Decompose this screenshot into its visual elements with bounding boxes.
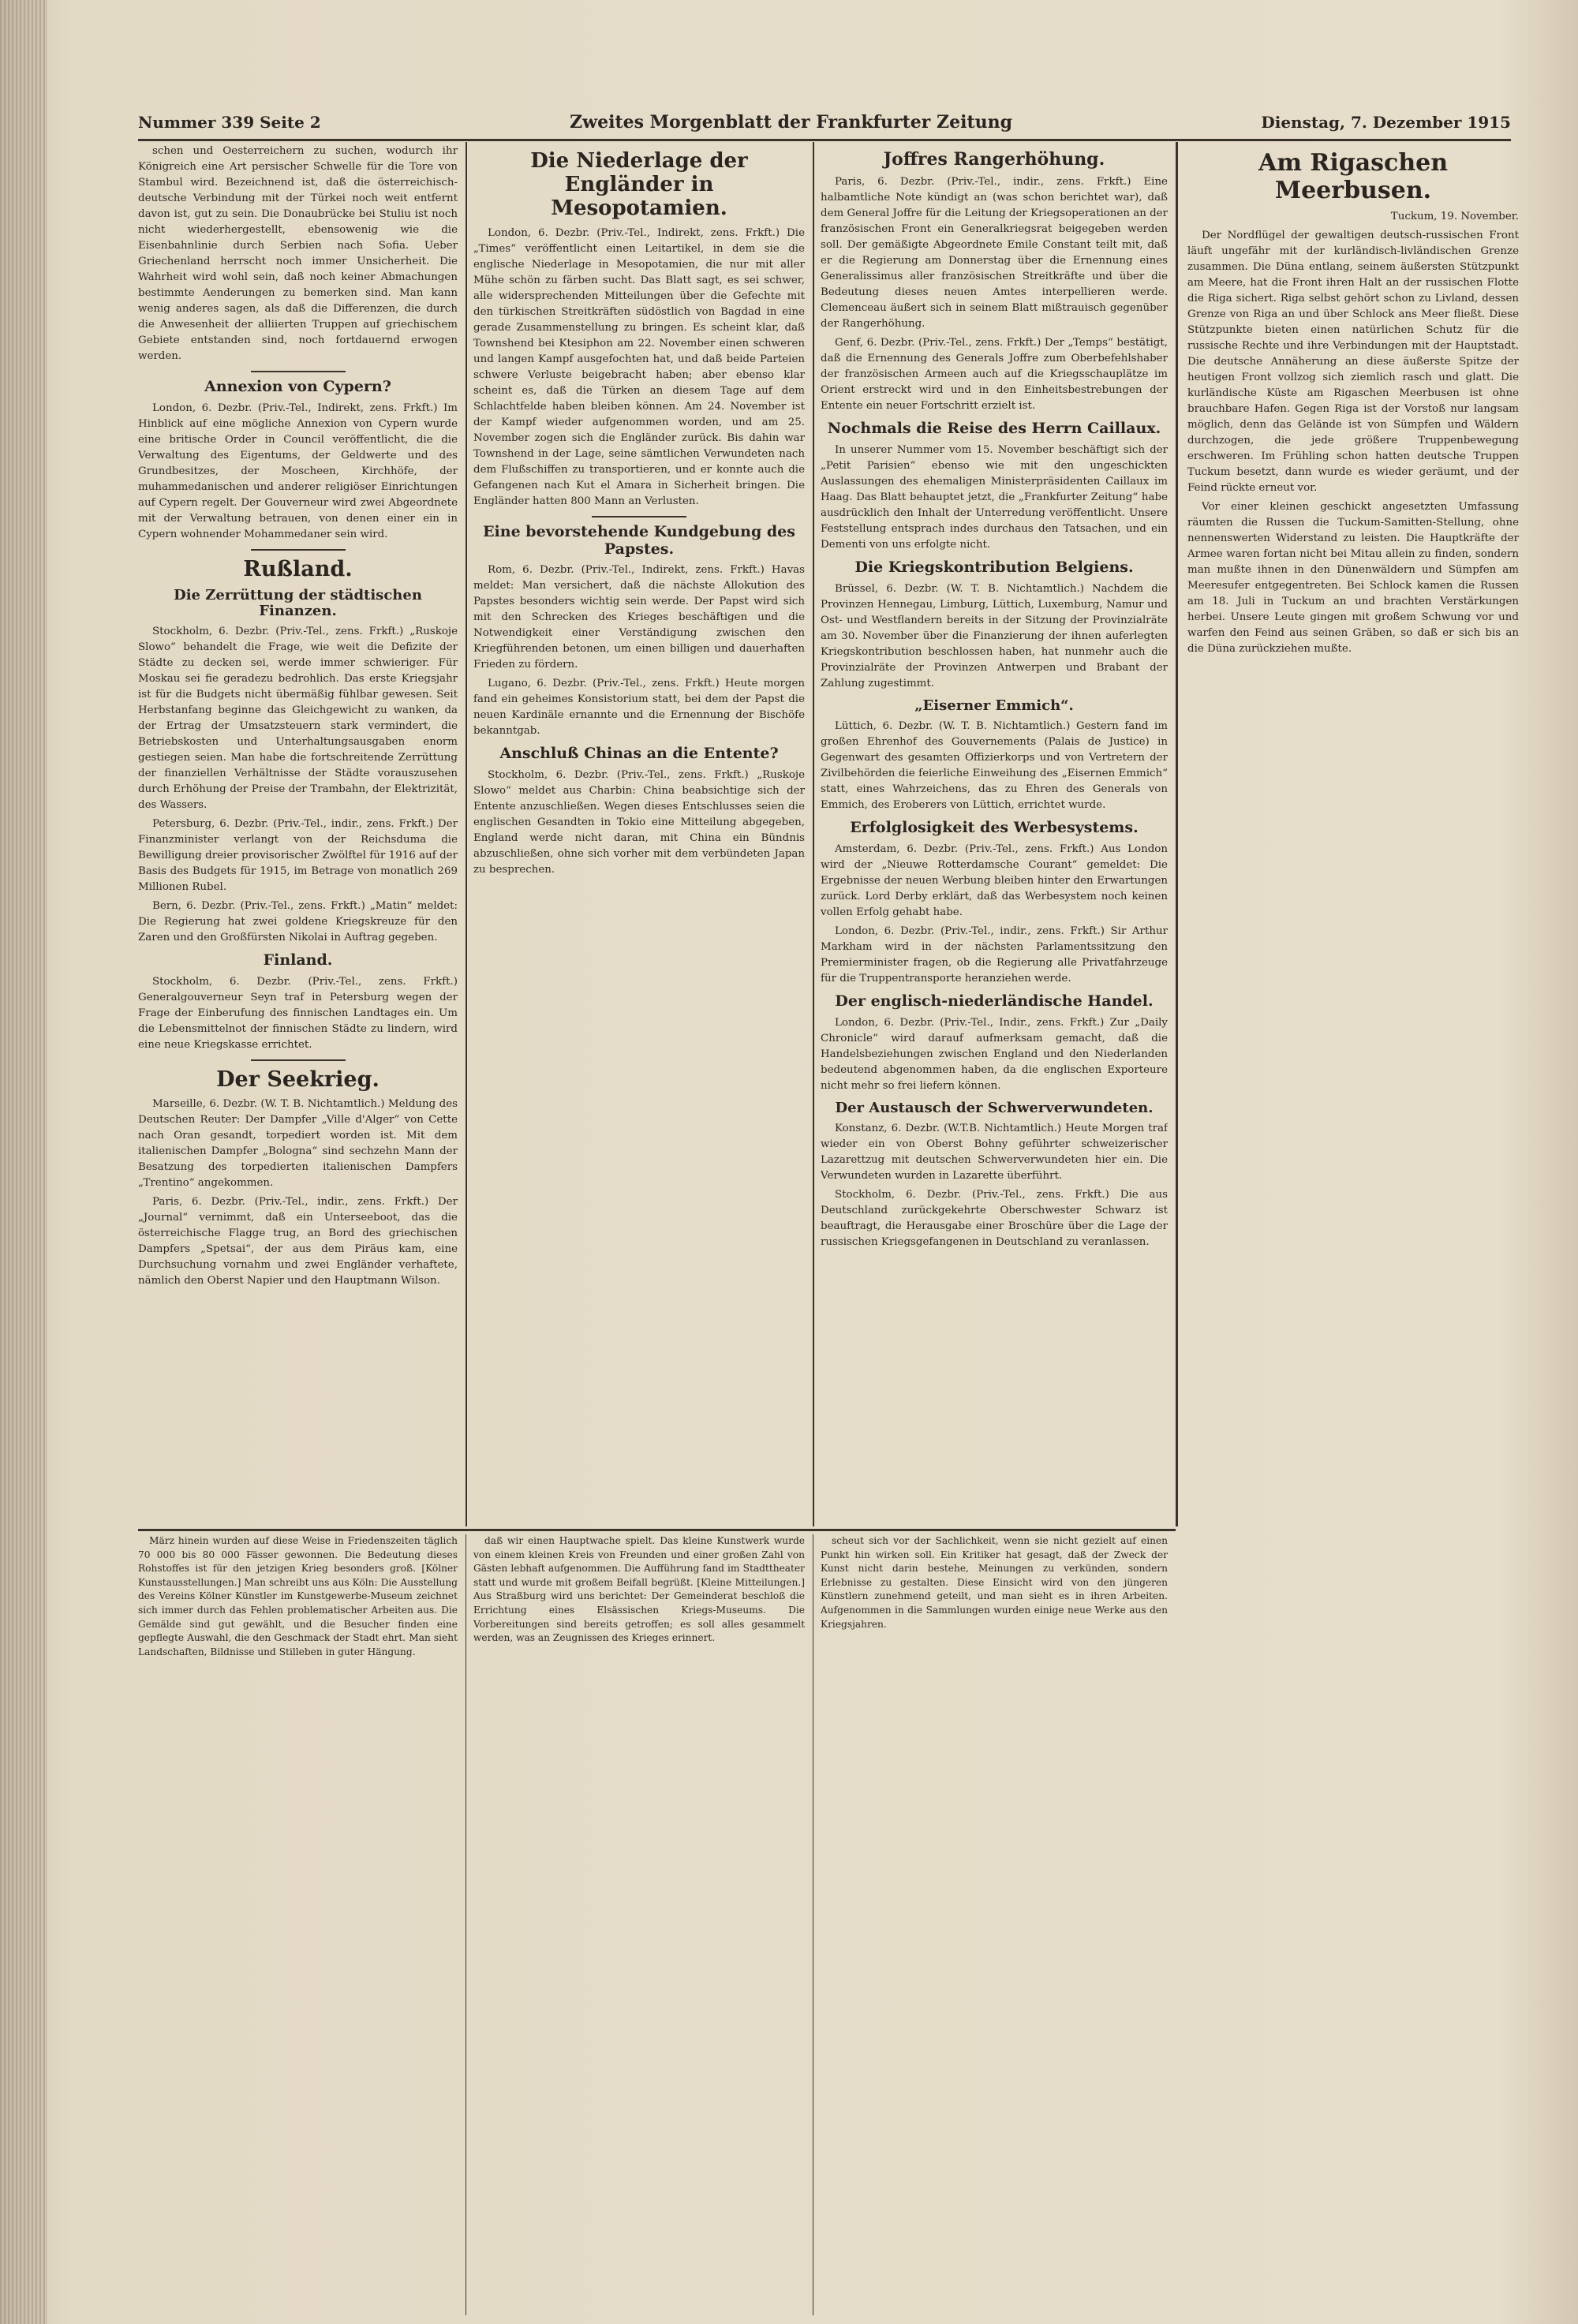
article-text: Der Nordflügel der gewaltigen deutsch-russischen Front läuft ungefähr mit der kurländisch-livländischen Grenze zusammen. Die Düna entlang, seinem äußersten Stützpunkt am Meere, hat die Front ihren Halt an der russischen Flotte die Riga sichert. Riga selbst gehört schon zu Livland, dessen Grenze von Riga an und über Schlock ans Meer fließt. Diese Stützpunkte bieten einen natürlichen Schutz für die russische Rechte und ihre Verbindungen mit der Hauptstadt. Die deutsche Annäherung an diese äußerste Spitze der heutigen Front vollzog sich ziemlich rasch und glatt. Die kurländische Küste am Rigaschen Meerbusen ist ohne brauchbare Hafen. Gegen Riga ist der Vorstoß nur langsam möglich, denn das Gelände ist von Sümpfen und Wäldern durchzogen, die jede größere Truppenbewegung erschweren. Im Frühling schon hatten deutsche Truppen Tuckum besetzt, dann wurde es wieder geräumt, und der Feind rückte erneut vor. bbox=[1187, 230, 1519, 494]
article-text: In unserer Nummer vom 15. November beschäftigt sich der „Petit Parisien“ ebenso wie mit den ungeschickten Auslassungen des ehemaligen Ministerpräsidenten Caillaux im Haag. Das Blatt behauptet jetzt, die „Frankfurter Zeitung“ habe ausdrücklich den Inhalt der Unterredung veröffentlicht. Unsere Feststellung entsprach indes durchaus den Tatsachen, und ein Dementi von uns erfolgte nicht. bbox=[821, 444, 1168, 551]
divider bbox=[251, 1059, 346, 1061]
headline-rigaschen-meerbusen: Am Rigaschen Meerbusen. bbox=[1258, 149, 1449, 204]
heading-belgien: Die Kriegskontribution Belgiens. bbox=[854, 559, 1134, 577]
column-1 bbox=[138, 144, 458, 1523]
article-text: Stockholm, 6. Dezbr. (Priv.-Tel., zens. Frkft.) „Ruskoje Slowo“ meldet aus Charbin: China beabsichtige sich der Entente anzuschließen. Wegen dieses Entschlusses seien die englischen Gesandten in Tokio eine Mitteilung abgegeben, England werde nicht daran, mit China ein Bündnis abzuschließen, ohne sich vorher mit dem verbündeten Japan zu besprechen. bbox=[473, 769, 805, 876]
article-text: Stockholm, 6. Dezbr. (Priv.-Tel., zens. Frkft.) Die aus Deutschland zurückgekehrte Oberschwester Schwarz ist beauftragt, die Herausgabe einer Broschüre über die Lage der russischen Kriegsgefangenen in Deutschland zu veranlassen. bbox=[821, 1188, 1168, 1248]
article-text: Lüttich, 6. Dezbr. (W. T. B. Nichtamtlich.) Gestern fand im großen Ehrenhof des Gouvernements (Palais de Justice) in Gegenwart des gesamten Offizierkorps und von Vertretern der Zivilbehörden die feierliche Einweihung des „Eisernen Emmich“ statt, eines Wahrzeichens, das zu Ehren des Generals von Emmich, des Eroberers von Lüttich, errichtet wurde. bbox=[821, 719, 1168, 811]
heading-caillaux: Nochmals die Reise des Herrn Caillaux. bbox=[827, 420, 1161, 438]
heading-joffre: Joffres Rangerhöhung. bbox=[883, 149, 1105, 170]
article-text: Genf, 6. Dezbr. (Priv.-Tel., zens. Frkft.) Der „Temps“ bestätigt, daß die Ernennung des Generals Joffre zum Oberbefehlshaber der französischen Armeen auch auf die Kriegsschauplätze im Orient erstreckt wird und in den Einheitsbestrebungen der Entente ein neuer Fortschritt erzielt ist. bbox=[821, 337, 1168, 413]
article-text: London, 6. Dezbr. (Priv.-Tel., Indirekt, zens. Frkft.) Die „Times“ veröffentlicht einen Leitartikel, in dem sie die englische Niederlage in Mesopotamien, die nur mit aller Mühe schön zu färben sucht. Das Blatt sagt, es sei schwer, alle widersprechenden Mitteilungen über die Gefechte mit den türkischen Streitkräften südöstlich von Bagdad in eine gerade Zusammenstellung zu bringen. Es scheint klar, daß Townshend bei Ktesiphon am 22. November einen schweren und langen Kampf ausgefochten hat, und daß beide Parteien schwere Verluste beigebracht haben; aber ebenso klar scheint es, daß die Türken an diesem Tage auf dem Schlachtfelde haben bleiben können. Am 24. November ist der Kampf wieder aufgenommen worden, und am 25. November zogen sich die Engländer zurück. Bis dahin war Townshend in der Lage, seine sämtlichen Verwundeten nach dem Flußschiffen zu transportieren, und er konnte auch die Gefangenen nach Kut el Amara in Sicherheit bringen. Die Engländer hatten 800 Mann an Verlusten. bbox=[473, 226, 805, 507]
divider bbox=[592, 516, 686, 517]
feuilleton-text: daß wir einen Hauptwache spielt. Das kleine Kunstwerk wurde von einem kleinen Kreis von Freunden und einer großen Zahl von Gästen lebhaft aufgenommen. Die Aufführung fand im Stadttheater statt und wurde mit großem Beifall begrüßt. [Kleine Mitteilungen.] Aus Straßburg wird uns berichtet: Der Gemeinderat beschloß die Errichtung eines Elsässischen Kriegs-Museums. Die Vorbereitungen sind bereits getroffen; es soll alles gesammelt werden, was an Zeugnissen des Krieges erinnert. bbox=[473, 1535, 805, 1644]
column-2 bbox=[473, 144, 805, 1523]
heading-handel: Der englisch-niederländische Handel. bbox=[835, 992, 1154, 1010]
article-text: Stockholm, 6. Dezbr. (Priv.-Tel., zens. Frkft.) Generalgouverneur Seyn traf in Petersburg wegen der Frage der Einberufung des finnischen Landtages ein. Um die Lebensmittelnot der finnischen Städte zu lindern, wird eine neue Kriegskasse errichtet. bbox=[138, 975, 458, 1051]
article-text: Rom, 6. Dezbr. (Priv.-Tel., Indirekt, zens. Frkft.) Havas meldet: Man versichert, daß die nächste Allokution des Papstes besonders wichtig sein werde. Der Papst wird sich mit den Schrecken des Krieges beschäftigen und die Notwendigkeit einer Verständigung zwischen den Kriegführenden betonen, um einen billigen und dauerhaften Frieden zu fördern. bbox=[473, 564, 805, 671]
column-3 bbox=[821, 144, 1168, 1523]
article-text: Petersburg, 6. Dezbr. (Priv.-Tel., indir., zens. Frkft.) Der Finanzminister verlangt von der Reichsduma die Bewilligung dreier provisorischer Zwölftel für 1916 auf der Basis des Budgets für 1915, im Betrage von monatlich 269 Millionen Rubel. bbox=[138, 817, 458, 893]
article-text: Brüssel, 6. Dezbr. (W. T. B. Nichtamtlich.) Nachdem die Provinzen Hennegau, Limburg, Lüttich, Luxemburg, Namur und Ost- und Westflandern bereits in der Sitzung der Provinzialräte am 30. November über die Finanzierung der ihnen auferlegten Kriegskontribution beschlossen haben, hat nunmehr auch die Provinzialräte der Provinzen Antwerpen und Brabant der Zahlung zugestimmt. bbox=[821, 582, 1168, 689]
article-text: Marseille, 6. Dezbr. (W. T. B. Nichtamtlich.) Meldung des Deutschen Reuter: Der Dampfer „Ville d'Alger“ von Cette nach Oran gesandt, torpediert worden ist. Mit dem italienischen Dampfer „Bologna“ sind sechzehn Mann der Besatzung des torpedierten italienischen Dampfers „Trentino“ angekommen. bbox=[138, 1097, 458, 1189]
heading-werbesystem: Erfolglosigkeit des Werbesystems. bbox=[850, 818, 1139, 836]
section-heading-seekrieg: Der Seekrieg. bbox=[216, 1067, 380, 1092]
feuilleton-column-3 bbox=[821, 1534, 1168, 2315]
heading-cypern: Annexion von Cypern? bbox=[204, 378, 391, 395]
heading-austausch: Der Austausch der Schwerverwundeten. bbox=[835, 1099, 1154, 1116]
article-text: Konstanz, 6. Dezbr. (W.T.B. Nichtamtlich.) Heute Morgen traf wieder ein von Oberst Bohny geführter schweizerischer Lazarettzug mit deutschen Schwerverwundeten hier ein. Die Verwundeten wurden in Lazarette überführt. bbox=[821, 1122, 1168, 1182]
article-text: London, 6. Dezbr. (Priv.-Tel., indir., zens. Frkft.) Sir Arthur Markham wird in der nächsten Parlamentssitzung den Premierminister fragen, ob die Regierung alle Privatfahrzeuge für die Truppentransporte heranziehen werde. bbox=[821, 925, 1168, 985]
column-4 bbox=[1187, 144, 1519, 2313]
article-text: Amsterdam, 6. Dezbr. (Priv.-Tel., zens. Frkft.) Aus London wird der „Nieuwe Rotterdamsche Courant“ gemeldet: Die Ergebnisse der neuen Werbung bleiben hinter den Erwartungen zurück. Lord Derby erklärt, daß das Werbesystem noch keinen vollen Erfolg gehabt habe. bbox=[821, 843, 1168, 918]
header-newspaper-name: Zweites Morgenblatt der Frankfurter Zeitung bbox=[570, 112, 1012, 133]
article-text: Paris, 6. Dezbr. (Priv.-Tel., indir., zens. Frkft.) Der „Journal“ vernimmt, daß ein Unterseeboot, das die österreichische Flagge trug, an Bord des griechischen Dampfers „Spetsai“, der aus dem Piräus kam, eine Durchsuchung vornahm und zwei Engländer verhaftete, nämlich den Oberst Napier und den Hauptmann Wilson. bbox=[138, 1195, 458, 1287]
section-heading-russland: Rußland. bbox=[243, 556, 353, 581]
column-divider-1 bbox=[466, 142, 467, 1526]
heading-emmich: „Eiserner Emmich“. bbox=[914, 697, 1074, 714]
article-text: Vor einer kleinen geschickt angesetzten Umfassung räumten die Russen die Tuckum-Samitten-Stellung, ohne nennenswerten Widerstand zu leisten. Die Hauptkräfte der Armee waren fortan nicht bei Mitau allein zu finden, sondern man mußte ihnen in den Dünenwäldern und Sümpfen am Meeresufer entgegentreten. Bei Schlock kamen die Russen am 18. Juli in Tuckum an und brachten Verstärkungen herbei. Unsere Leute gingen mit großem Schwung vor und warfen den Feind aus seinen Gräben, so daß er sich bis an die Düna zurückziehen mußte. bbox=[1187, 501, 1519, 655]
article-text: Paris, 6. Dezbr. (Priv.-Tel., indir., zens. Frkft.) Eine halbamtliche Note kündigt an (was schon berichtet war), daß dem General Joffre für die Leitung der Kriegsoperationen an der französischen Front ein Generalkriegsrat beigegeben werden soll. Der gemäßigte Abgeordnete Emile Constant teilt mit, daß er die Regierung am Donnerstag über die Ernennung eines Generalissimus aller französischen Streitkräfte und über die Bedeutung dieses neuen Amtes interpellieren werde. Clemenceau äußert sich in seinem Blatt mißtrauisch gegenüber der Rangerhöhung. bbox=[821, 176, 1168, 331]
column-divider-2 bbox=[813, 142, 814, 1526]
header-issue-page: Nummer 339 Seite 2 bbox=[138, 113, 321, 132]
feuilleton-text: scheut sich vor der Sachlichkeit, wenn sie nicht gezielt auf einen Punkt hin wirken soll. Ein Kritiker hat gesagt, daß der Zweck der Kunst nicht darin bestehe, Meinungen zu verkünden, sondern Erlebnisse zu gestalten. Diese Einsicht wird von den jüngeren Künstlern zunehmend geteilt, und man sieht es in ihren Arbeiten. Aufgenommen in die Sammlungen wurden einige neue Werke aus den Kriegsjahren. bbox=[821, 1535, 1168, 1630]
divider bbox=[251, 549, 346, 551]
article-text: Bern, 6. Dezbr. (Priv.-Tel., zens. Frkft.) „Matin“ meldet: Die Regierung hat zwei goldene Kriegskreuze für den Zaren und den Großfürsten Nikolai in Auftrag gegeben. bbox=[138, 899, 458, 943]
article-text: Stockholm, 6. Dezbr. (Priv.-Tel., zens. Frkft.) „Ruskoje Slowo“ behandelt die Frage, wie weit die Defizite der Städte zu decken sei, werde immer schwieriger. Für Moskau sei fie geradezu bedrohlich. Das erste Kriegsjahr ist für die Budgets nicht übermäßig fühlbar gewesen. Seit Herbstanfang beginne das Gleichgewicht zu wanken, da der Ertrag der Umsatzsteuern stark vermindert, die Betriebskosten und Unterhaltungsausgaben enorm gestiegen seien. Man habe die fortschreitende Zerrüttung der finanziellen Verhältnisse der Städte vorauszusehen durch Erhöhung der Preise der Trambahn, der Elektrizität, des Wassers. bbox=[138, 625, 458, 811]
feuilleton-text: März hinein wurden auf diese Weise in Friedenszeiten täglich 70 000 bis 80 000 Fässer gewonnen. Die Bedeutung dieses Rohstoffes ist für den jetzigen Krieg besonders groß. [Kölner Kunstausstellungen.] Man schreibt uns aus Köln: Die Ausstellung des Vereins Kölner Künstler im Kunstgewerbe-Museum zeichnet sich immer durch das Fehlen problematischer Arbeiten aus. Die Gemälde sind gut gewählt, und die Besucher finden eine gepflegte Auswahl, die den Geschmack der Stadt ehrt. Man sieht Landschaften, Bildnisse und Stilleben in guter Hängung. bbox=[138, 1535, 458, 1657]
section-heading-finland: Finland. bbox=[263, 951, 333, 969]
header-rule bbox=[138, 139, 1511, 141]
dateline: Tuckum, 19. November. bbox=[1390, 211, 1519, 222]
heading-kundgebung: Eine bevorstehende Kundgebung des Papstes. bbox=[483, 522, 795, 558]
column-divider-3 bbox=[1176, 142, 1178, 1526]
headline-mesopotamien: Die Niederlage der Engländer in Mesopotamien. bbox=[530, 149, 748, 220]
divider bbox=[251, 371, 346, 372]
feuilleton-column-1 bbox=[138, 1534, 458, 2315]
article-text: Lugano, 6. Dezbr. (Priv.-Tel., zens. Frkft.) Heute morgen fand ein geheimes Konsistorium statt, bei dem der Papst die neuen Kardinäle ernannte und die Ernennung der Bischöfe bekanntgab. bbox=[473, 678, 805, 738]
heading-zerruettung: Die Zerrüttung der städtischen Finanzen. bbox=[174, 586, 422, 619]
article-text: London, 6. Dezbr. (Priv.-Tel., Indirekt, zens. Frkft.) Im Hinblick auf eine mögliche Annexion von Cypern wurde eine britische Order in Council veröffentlicht, die die Verwaltung des Eigentums, der Geldwerte und des Grundbesitzes, der Moscheen, Kirchhöfe, der muhammedanischen und anderer religiöser Einrichtungen auf Cypern regelt. Der Gouverneur wird zwei Abgeordnete mit der Verwaltung betrauen, von denen einer ein in Cypern wohnender Mohammedaner sein wird. bbox=[138, 402, 458, 540]
page-header bbox=[138, 106, 1511, 138]
article-text: schen und Oesterreichern zu suchen, wodurch ihr Königreich eine Art persischer Schwelle für die Tore von Stambul wird. Bezeichnend ist, daß die österreichisch-deutsche Verbindung mit der Türkei noch weit entfernt davon ist, gut zu sein. Die Donaubrücke bei Stuliu ist noch nicht wiederhergestellt, ebensowenig wie die Eisenbahnlinie durch Serbien nach Sofia. Ueber Griechenland herrscht noch immer Unsicherheit. Die Wahrheit wird wohl sein, daß noch keiner Abmachungen bestimmte Aenderungen zu bemerken sind. Man kann wenig anderes sagen, als daß die Differenzen, die durch die Anwesenheit der alliierten Truppen auf griechischem Gebiete entstanden sind, noch fortdauernd erwogen werden. bbox=[138, 145, 458, 362]
header-date: Dienstag, 7. Dezember 1915 bbox=[1261, 113, 1511, 132]
heading-china: Anschluß Chinas an die Entente? bbox=[499, 745, 779, 763]
article-text: London, 6. Dezbr. (Priv.-Tel., Indir., zens. Frkft.) Zur „Daily Chronicle“ wird darauf aufmerksam gemacht, daß die Handelsbeziehungen zwischen England und den Niederlanden bedeutend abgenommen haben, da die englischen Exporteure nicht mehr so frei liefern können. bbox=[821, 1016, 1168, 1092]
book-binding-edge bbox=[0, 0, 47, 2324]
feuilleton-column-2 bbox=[473, 1534, 805, 2315]
feuilleton-rule bbox=[138, 1529, 1176, 1531]
